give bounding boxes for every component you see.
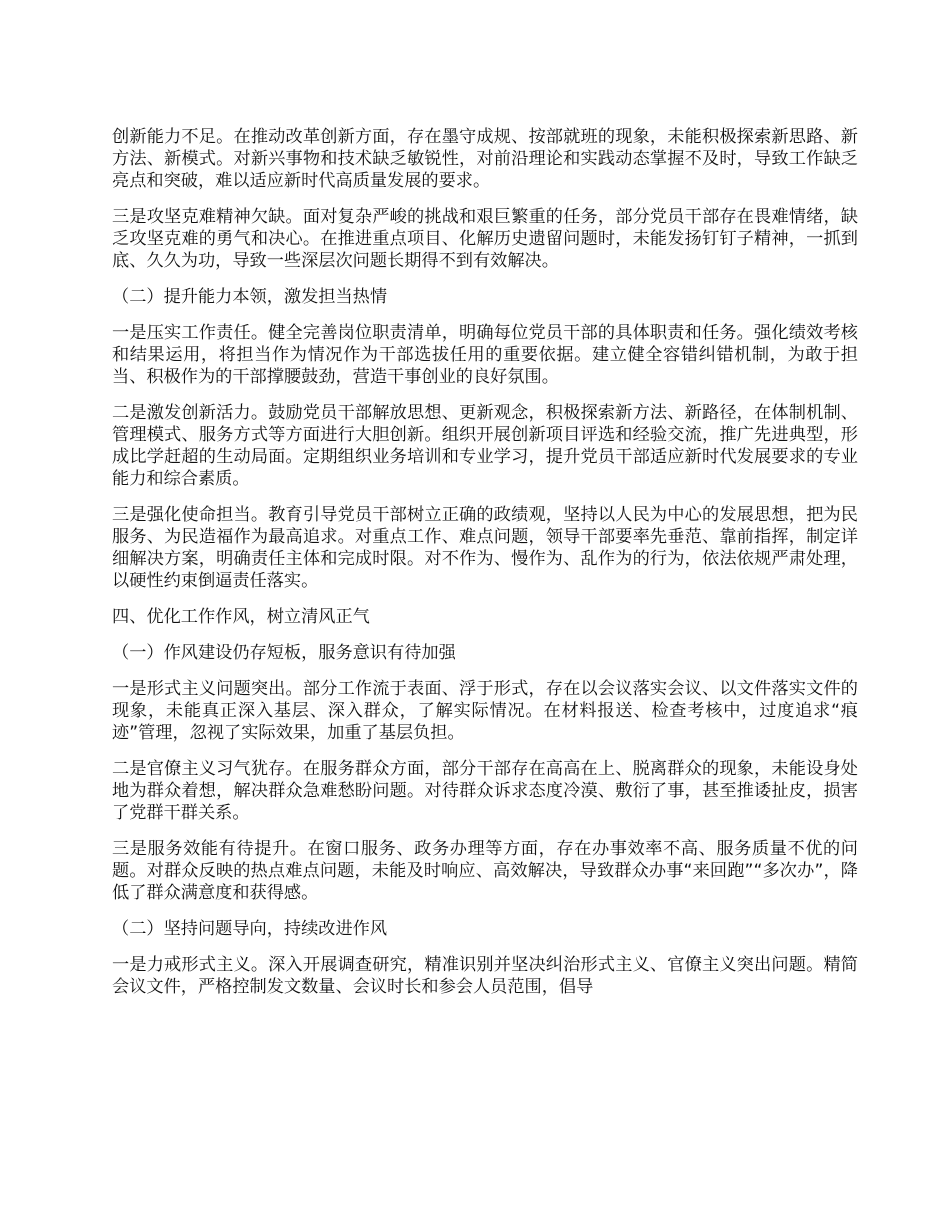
section-heading-problem-oriented: （二）坚持问题导向，持续改进作风 [112,919,388,939]
chapter-heading-work-style: 四、优化工作作风，树立清风正气 [112,607,370,627]
paragraph-innovation-ability: 创新能力不足。在推动改革创新方面，存在墨守成规、按部就班的现象，未能积极探索新思路、新方法、新模式。对新兴事物和技术缺乏敏锐性，对前沿理论和实践动态掌握不及时，导致工作缺乏亮点和突破，难以适应新时代高质量发展的要求。 [112,127,858,191]
section-heading-style-shortcomings: （一）作风建设仍存短板，服务意识有待加强 [112,643,456,663]
paragraph-formalism: 一是形式主义问题突出。部分工作流于表面、浮于形式，存在以会议落实会议、以文件落实文件的现象，未能真正深入基层、深入群众，了解实际情况。在材料报送、检查考核中，过度追求“痕迹”管理，忽视了实际效果，加重了基层负担。 [112,679,858,743]
paragraph-avoid-formalism: 一是力戒形式主义。深入开展调查研究，精准识别并坚决纠治形式主义、官僚主义突出问题。精简会议文件，严格控制发文数量、会议时长和参会人员范围，倡导 [112,955,858,997]
paragraph-work-responsibility: 一是压实工作责任。健全完善岗位职责清单，明确每位党员干部的具体职责和任务。强化绩效考核和结果运用，将担当作为情况作为干部选拔任用的重要依据。建立健全容错纠错机制，为敢于担当、积极作为的干部撑腰鼓劲，营造干事创业的良好氛围。 [112,323,858,387]
paragraph-innovation-vitality: 二是激发创新活力。鼓励党员干部解放思想、更新观念，积极探索新方法、新路径，在体制机制、管理模式、服务方式等方面进行大胆创新。组织开展创新项目评选和经验交流，推广先进典型，形成比学赶超的生动局面。定期组织业务培训和专业学习，提升党员干部适应新时代发展要求的专业能力和综合素质。 [112,403,858,489]
paragraph-mission-responsibility: 三是强化使命担当。教育引导党员干部树立正确的政绩观，坚持以人民为中心的发展思想，把为民服务、为民造福作为最高追求。对重点工作、难点问题，领导干部要率先垂范、靠前指挥，制定详细解决方案，明确责任主体和完成时限。对不作为、慢作为、乱作为的行为，依法依规严肃处理，以硬性约束倒逼责任落实。 [112,505,858,591]
document-body [112,126,858,1012]
paragraph-service-efficiency: 三是服务效能有待提升。在窗口服务、政务办理等方面，存在办事效率不高、服务质量不优的问题。对群众反映的热点难点问题，未能及时响应、高效解决，导致群众办事“来回跑”“多次办”，降低了群众满意度和获得感。 [112,839,858,903]
paragraph-tackling-spirit: 三是攻坚克难精神欠缺。面对复杂严峻的挑战和艰巨繁重的任务，部分党员干部存在畏难情绪，缺乏攻坚克难的勇气和决心。在推进重点项目、化解历史遗留问题时，未能发扬钉钉子精神，一抓到底、久久为功，导致一些深层次问题长期得不到有效解决。 [112,207,858,271]
section-heading-improve-ability: （二）提升能力本领，激发担当热情 [112,287,388,307]
paragraph-bureaucratism: 二是官僚主义习气犹存。在服务群众方面，部分干部存在高高在上、脱离群众的现象，未能设身处地为群众着想，解决群众急难愁盼问题。对待群众诉求态度冷漠、敷衍了事，甚至推诿扯皮，损害了党群干群关系。 [112,759,858,823]
